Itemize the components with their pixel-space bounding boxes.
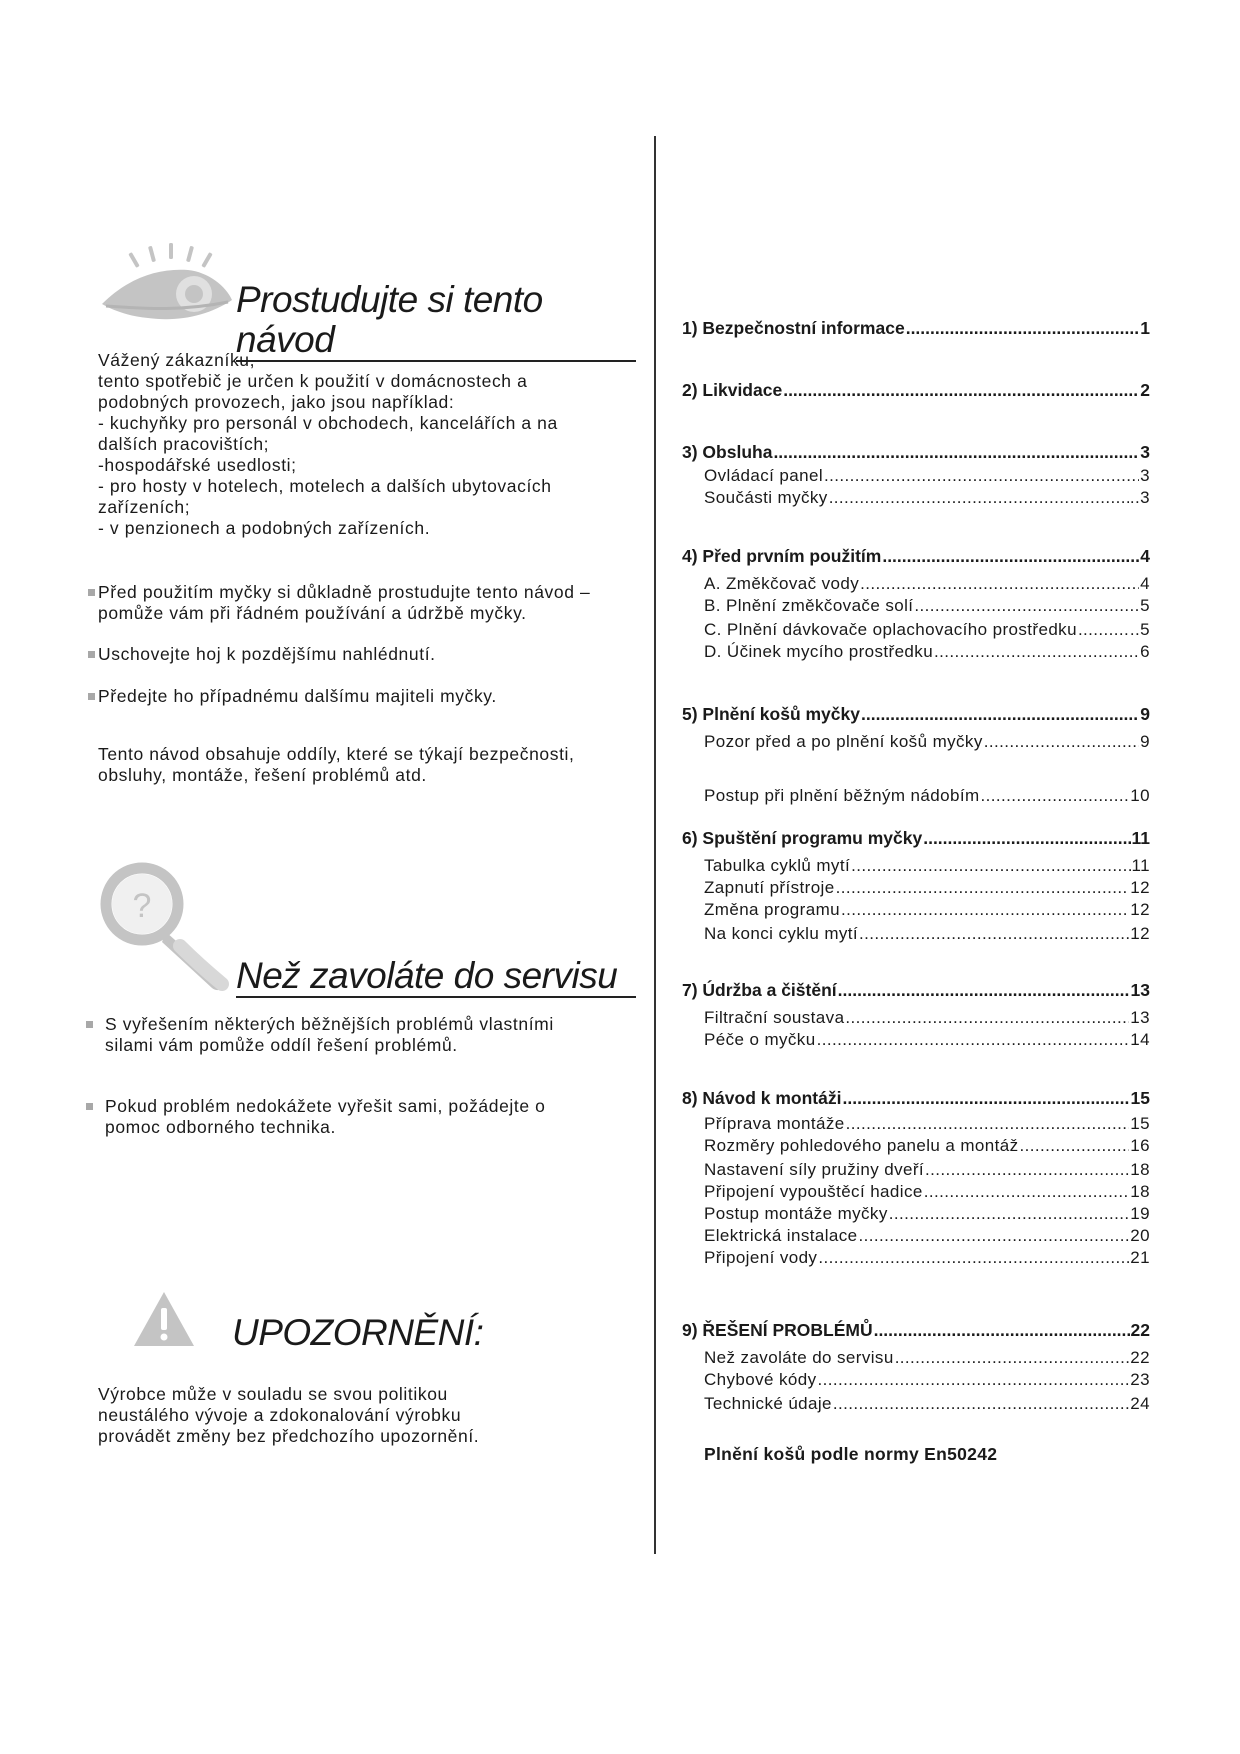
toc-label: Technické údaje <box>704 1394 832 1413</box>
toc-page-number: 12 <box>1130 900 1150 919</box>
column-divider <box>654 136 656 1554</box>
toc-page-number: ..5 <box>1129 620 1150 639</box>
toc-footer: Plnění košů podle normy En50242 <box>704 1444 998 1464</box>
toc-subsection-entry <box>704 620 1150 640</box>
toc-subsection-entry <box>704 1160 1150 1180</box>
toc-subsection-entry <box>704 1394 1150 1414</box>
service-title: Než zavoláte do servisu <box>236 956 636 998</box>
toc-subsection-entry <box>704 1114 1150 1134</box>
toc-section-entry <box>682 828 1150 849</box>
bullet-line: Předejte ho případnému dalšímu majiteli myčky. <box>98 686 497 706</box>
toc-page-number: 15 <box>1130 1114 1150 1133</box>
toc-leader <box>818 1370 1130 1390</box>
toc-label: 4) Před prvním použitím <box>682 546 882 566</box>
toc-subsection-entry <box>704 900 1150 920</box>
toc-leader <box>906 318 1140 339</box>
toc-label: 8) Návod k montáži <box>682 1088 842 1108</box>
toc-section-entry <box>682 1320 1150 1341</box>
toc-page-number: 9 <box>1140 732 1150 751</box>
intro-line: - pro hosty v hotelech, motelech a dalších ubytovacích <box>98 476 552 496</box>
toc-label: Změna programu <box>704 900 840 919</box>
toc-page-number: 3 <box>1140 442 1150 462</box>
bullet-line: Před použitím myčky si důkladně prostudujte tento návod – <box>98 582 591 602</box>
toc-label: Zapnutí přístroje <box>704 878 835 897</box>
intro-bullet <box>88 644 436 665</box>
bullet-line: Uschovejte hoj k pozdějšímu nahlédnutí. <box>98 644 436 664</box>
warning-line: neustálého vývoje a zdokonalování výrobku <box>98 1405 462 1425</box>
toc-label: Filtrační soustava <box>704 1008 845 1027</box>
toc-leader <box>934 642 1139 662</box>
bullet-square-icon <box>88 589 95 596</box>
toc-page-number: 1 <box>1140 318 1150 338</box>
toc-subsection-entry <box>704 1370 1150 1390</box>
toc-page-number: 9 <box>1140 704 1150 724</box>
toc-leader <box>1078 620 1129 640</box>
toc-subsection-entry <box>704 596 1150 616</box>
toc-subsection-entry <box>704 924 1150 944</box>
intro-line: podobných provozech, jako jsou například: <box>98 392 455 412</box>
toc-label: Nastavení síly pružiny dveří <box>704 1160 925 1179</box>
toc-page-number: 13 <box>1130 980 1150 1000</box>
toc-page-number: 15 <box>1130 1088 1150 1108</box>
toc-leader <box>824 466 1139 486</box>
toc-subsection-entry <box>704 642 1150 662</box>
intro-line: zařízeních; <box>98 497 191 517</box>
toc-label: Rozměry pohledového panelu a montáž <box>704 1136 1019 1155</box>
toc-page-number: 14 <box>1130 1030 1150 1049</box>
toc-subsection-entry <box>704 466 1150 486</box>
toc-label: Na konci cyklu mytí <box>704 924 859 943</box>
intro-bullet <box>88 686 497 707</box>
toc-page-number: 18 <box>1130 1182 1150 1201</box>
toc-label: Péče o myčku <box>704 1030 816 1049</box>
toc-page-number: 12 <box>1130 924 1150 943</box>
intro-line: - kuchyňky pro personál v obchodech, kancelářích a na <box>98 413 558 433</box>
toc-leader <box>783 380 1139 401</box>
toc-label: Ovládací panel <box>704 466 824 485</box>
service-bullet <box>86 1014 554 1056</box>
toc-section-entry <box>682 546 1150 567</box>
bullet-line: S vyřešením některých běžnějších problémů vlastními <box>105 1014 554 1034</box>
magnifier-question-icon <box>100 862 232 994</box>
toc-page-number: 4 <box>1140 546 1150 566</box>
toc-leader <box>925 1160 1129 1180</box>
toc-label: 1) Bezpečnostní informace <box>682 318 905 338</box>
toc-page-number: 13 <box>1130 1008 1150 1027</box>
bullet-line: Pokud problém nedokážete vyřešit sami, požádejte o <box>105 1096 546 1116</box>
warning-line: Výrobce může v souladu se svou politikou <box>98 1384 448 1404</box>
toc-leader <box>842 1088 1129 1109</box>
toc-page-number: 18 <box>1130 1160 1150 1179</box>
toc-leader <box>924 1182 1130 1202</box>
intro-line: Vážený zákazníku, <box>98 350 256 370</box>
warning-line: provádět změny bez předchozího upozornění. <box>98 1426 480 1446</box>
toc-label: 2) Likvidace <box>682 380 783 400</box>
toc-leader <box>841 900 1129 920</box>
toc-subsection-entry <box>704 1348 1150 1368</box>
note-line: obsluhy, montáže, řešení problémů atd. <box>98 765 427 785</box>
toc-subsection-entry <box>704 1204 1150 1224</box>
toc-page-number: 24 <box>1130 1394 1150 1413</box>
toc-page-number: 21 <box>1130 1248 1150 1267</box>
toc-subsection-entry <box>704 1008 1150 1028</box>
toc-leader <box>874 1320 1130 1341</box>
toc-subsection-entry <box>704 574 1150 594</box>
intro-line: tento spotřebič je určen k použití v domácnostech a <box>98 371 528 391</box>
toc-label: Součásti myčky <box>704 488 828 507</box>
toc-label: Příprava montáže <box>704 1114 845 1133</box>
toc-leader <box>861 704 1139 725</box>
toc-label: Postup při plnění běžným nádobím <box>704 786 980 805</box>
toc-leader <box>859 1226 1130 1246</box>
intro-title: Prostudujte si tento návod <box>236 280 636 362</box>
toc-section-entry <box>682 704 1150 725</box>
intro-line: - v penzionech a podobných zařízeních. <box>98 518 431 538</box>
toc-leader <box>817 1030 1130 1050</box>
toc-page-number: 12 <box>1130 878 1150 897</box>
toc-label: 7) Údržba a čištění <box>682 980 837 1000</box>
toc-page-number: 2 <box>1140 380 1150 400</box>
toc-label: 5) Plnění košů myčky <box>682 704 860 724</box>
toc-leader <box>981 786 1130 806</box>
toc-label: C. Plnění dávkovače oplachovacího prostředku <box>704 620 1077 639</box>
toc-leader <box>984 732 1139 752</box>
toc-label: D. Účinek mycího prostředku <box>704 642 934 661</box>
toc-leader <box>838 980 1130 1001</box>
toc-subsection-entry <box>704 786 1150 806</box>
toc-label: Tabulka cyklů mytí <box>704 856 851 875</box>
toc-label: Než zavoláte do servisu <box>704 1348 894 1367</box>
warning-title: UPOZORNĚNÍ: <box>232 1312 484 1353</box>
toc-label: Připojení vypouštěcí hadice <box>704 1182 923 1201</box>
toc-page-number: 11 <box>1131 828 1150 848</box>
toc-leader <box>851 856 1130 876</box>
toc-leader <box>833 1394 1129 1414</box>
toc-page-number: 4 <box>1140 574 1150 593</box>
toc-page-number: 20 <box>1130 1226 1150 1245</box>
bullet-square-icon <box>86 1021 93 1028</box>
toc-leader <box>1020 1136 1130 1156</box>
toc-leader <box>860 574 1139 594</box>
toc-page-number: 3 <box>1140 466 1150 485</box>
toc-section-entry <box>682 980 1150 1001</box>
toc-page-number: ..3 <box>1129 488 1150 507</box>
toc-section-entry <box>682 442 1150 463</box>
toc-leader <box>818 1248 1129 1268</box>
toc-section-entry <box>682 318 1150 339</box>
toc-section-entry <box>682 380 1150 401</box>
toc-leader <box>882 546 1139 567</box>
toc-page-number: 6 <box>1140 642 1150 661</box>
toc-page-number: 11 <box>1131 856 1150 875</box>
toc-leader <box>914 596 1139 616</box>
toc-page-number: 22 <box>1130 1348 1150 1367</box>
toc-leader <box>836 878 1130 898</box>
service-bullet <box>86 1096 546 1138</box>
note-line: Tento návod obsahuje oddíly, které se týkají bezpečnosti, <box>98 744 575 764</box>
bullet-square-icon <box>88 651 95 658</box>
toc-leader <box>829 488 1129 508</box>
toc-label: Elektrická instalace <box>704 1226 858 1245</box>
bullet-line: pomůže vám při řádném používání a údržbě myčky. <box>98 603 527 623</box>
svg-text:?: ? <box>132 887 152 925</box>
toc-subsection-entry <box>704 1226 1150 1246</box>
toc-subsection-entry <box>704 1030 1150 1050</box>
toc-label: 3) Obsluha <box>682 442 773 462</box>
warning-triangle-icon <box>132 1290 196 1348</box>
toc-page-number: 5 <box>1140 596 1150 615</box>
toc-label: 6) Spuštění programu myčky <box>682 828 923 848</box>
toc-label: Pozor před a po plnění košů myčky <box>704 732 983 751</box>
toc-page-number: 23 <box>1130 1370 1150 1389</box>
toc-subsection-entry <box>704 732 1150 752</box>
intro-bullet <box>88 582 590 624</box>
toc-leader <box>845 1008 1129 1028</box>
intro-text <box>98 350 558 539</box>
toc-label: A. Změkčovač vody <box>704 574 860 593</box>
bullet-square-icon <box>88 693 95 700</box>
warning-text <box>98 1384 479 1447</box>
toc-subsection-entry <box>704 488 1150 508</box>
toc-section-entry <box>682 1088 1150 1109</box>
bullet-line: pomoc odborného technika. <box>105 1117 336 1137</box>
toc-page-number: 22 <box>1130 1320 1150 1340</box>
toc-label: Připojení vody <box>704 1248 818 1267</box>
toc-subsection-entry <box>704 1182 1150 1202</box>
bullet-line: silami vám pomůže oddíl řešení problémů. <box>105 1035 458 1055</box>
toc-leader <box>889 1204 1130 1224</box>
intro-note <box>98 744 575 786</box>
toc-subsection-entry <box>704 1248 1150 1268</box>
toc-leader <box>895 1348 1130 1368</box>
eye-icon <box>98 238 233 322</box>
toc-page-number: 10 <box>1130 786 1150 805</box>
toc-page-number: 19 <box>1130 1204 1150 1223</box>
toc-subsection-entry <box>704 1136 1150 1156</box>
toc-label: Chybové kódy <box>704 1370 817 1389</box>
intro-line: -hospodářské usedlosti; <box>98 455 297 475</box>
toc-subsection-entry <box>704 878 1150 898</box>
bullet-square-icon <box>86 1103 93 1110</box>
toc-leader <box>846 1114 1130 1134</box>
toc-leader <box>773 442 1139 463</box>
toc-label: B. Plnění změkčovače solí <box>704 596 914 615</box>
intro-line: dalších pracovištích; <box>98 434 270 454</box>
toc-label: 9) ŘEŠENÍ PROBLÉMŮ <box>682 1320 873 1340</box>
toc-leader <box>923 828 1130 849</box>
toc-page-number: 16 <box>1130 1136 1150 1155</box>
toc-leader <box>859 924 1129 944</box>
toc-subsection-entry <box>704 856 1150 876</box>
toc-label: Postup montáže myčky <box>704 1204 888 1223</box>
